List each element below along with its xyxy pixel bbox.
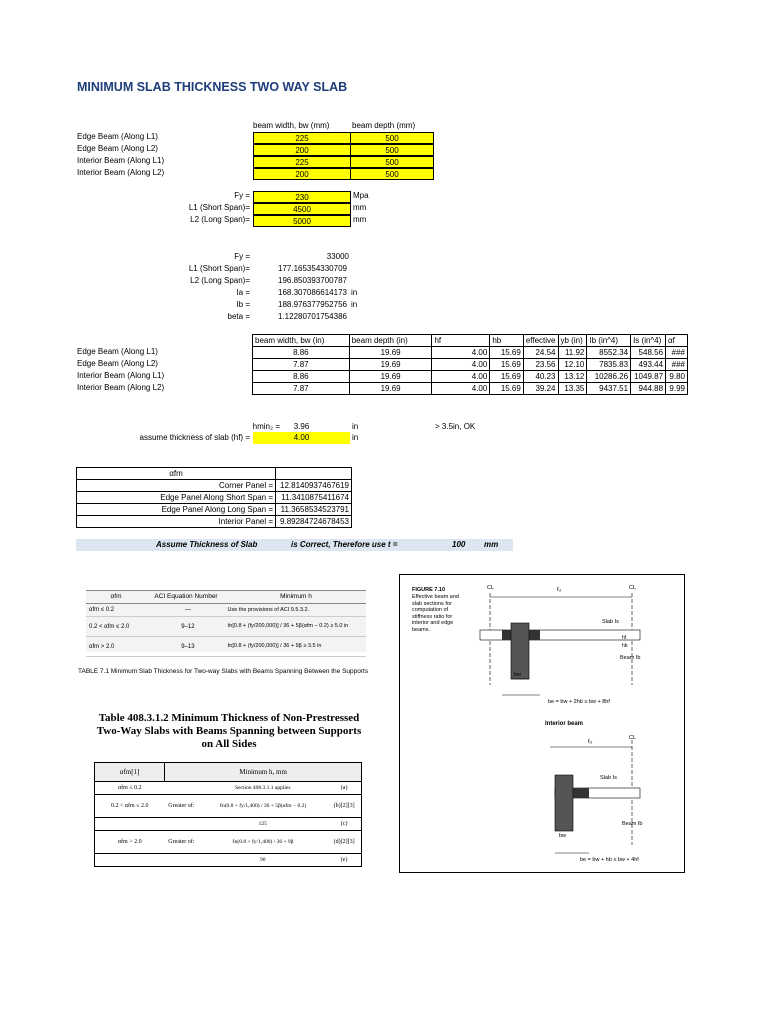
nscp-min: 90 [260, 856, 266, 863]
prop-input[interactable]: 230 [253, 191, 351, 203]
figure-7-10 [399, 574, 685, 873]
edge-beam-web [555, 775, 573, 831]
converted-value: 196.850393700787 [278, 276, 347, 285]
afm-header-row [77, 468, 352, 480]
calc-cell: 9437.51 [587, 383, 631, 395]
prop-label: L1 (Short Span)= [188, 203, 250, 212]
beam-width-input[interactable]: 225 [253, 156, 351, 168]
afm-row [77, 504, 352, 516]
nscp-ref: (d)[2][3] [333, 839, 355, 845]
beam-depth-input[interactable]: 500 [350, 132, 434, 144]
converted-label: L1 (Short Span)= [188, 264, 250, 273]
banner-value: 100 [452, 540, 466, 549]
aci-eq: — [184, 607, 191, 613]
bw-label-bottom: bw [559, 833, 567, 839]
converted-label: beta = [227, 312, 250, 321]
aci-row [86, 617, 366, 637]
calc-cell: 1049.87 [631, 371, 666, 383]
afm-value: 9.89284724678453 [276, 516, 352, 528]
converted-value: 168.307086614173 [278, 288, 347, 297]
nscp-ref: (c) [340, 821, 348, 827]
beam-depth-input[interactable]: 500 [350, 144, 434, 156]
nscp-header-min: Minimum h, mm [239, 768, 287, 776]
beam-label-bottom: Beam Ib [622, 821, 643, 827]
hmin-label: hmin₂ = [252, 422, 280, 431]
beam-label: Edge Beam (Along L2) [77, 144, 158, 153]
afm-table [76, 467, 352, 528]
calc-cell: 8.86 [253, 371, 350, 383]
afm-row [77, 516, 352, 528]
beam-label: Edge Beam (Along L1) [77, 132, 158, 141]
banner-text-b: is Correct, Therefore use t = [291, 540, 398, 549]
nscp-header-cond: αfm[1] [95, 763, 165, 781]
prop-unit: mm [353, 215, 367, 224]
beam-width-input[interactable]: 200 [253, 144, 351, 156]
calc-cell: 8552.34 [587, 347, 631, 359]
aci-caption: TABLE 7.1 Minimum Slab Thickness for Two-way Slabs with Beams Spanning Between the Supports [78, 668, 369, 675]
nscp-min: ℓn(0.8 + fy/1,400) / 36 + 5β(αfm − 0.2) [219, 802, 307, 809]
calc-cell: 7.87 [253, 383, 350, 395]
calc-row [253, 359, 688, 371]
beam-label: Interior Beam (Along L1) [77, 156, 165, 165]
prop-input[interactable]: 4500 [253, 203, 351, 215]
converted-unit: in [351, 288, 358, 297]
aci-table-image [76, 580, 386, 682]
aci-min: ℓn[0.8 + (fy/200,000)] / 36 + 9β ≥ 3.5 in [227, 643, 322, 649]
calc-cell: 19.69 [349, 359, 432, 371]
calc-cell: ### [666, 347, 688, 359]
calc-cell: 9.80 [666, 371, 688, 383]
nscp-min: Section 408.3.1.1 applies [235, 784, 291, 791]
nscp-table-image [92, 712, 366, 867]
hmin-value: 3.96 [293, 422, 310, 431]
nscp-cond: αfm ≤ 0.2 [117, 785, 142, 791]
page-title: MINIMUM SLAB THICKNESS TWO WAY SLAB [77, 80, 348, 94]
calc-header-cell: beam width, bw (in) [253, 335, 350, 347]
nscp-row [94, 831, 362, 854]
calc-header-cell: Is (in^4) [631, 335, 666, 347]
slab-label: Slab Is [602, 619, 619, 625]
calc-cell: 15.69 [490, 347, 524, 359]
hmin-note: > 3.5in, OK [435, 422, 476, 431]
afm-header: αfm [77, 468, 276, 480]
calc-row [253, 347, 688, 359]
beam-web [511, 623, 529, 679]
be-formula-1: be = bw + 2hb ≤ bw + 8hf [548, 699, 610, 705]
calc-cell: 4.00 [432, 371, 490, 383]
slab-label-bottom: Slab Is [600, 775, 617, 781]
calc-row-label: Edge Beam (Along L1) [77, 347, 158, 356]
calc-cell: 11.92 [558, 347, 587, 359]
calc-row-label: Interior Beam (Along L1) [77, 371, 165, 380]
cl-label-bottom: CL [629, 735, 637, 741]
depth-mm-header: beam depth (mm) [352, 121, 416, 130]
calc-cell: 493.44 [631, 359, 666, 371]
converted-label: Ib = [236, 300, 250, 309]
prop-label: L2 (Long Span)= [190, 215, 250, 224]
assume-label: assume thickness of slab (hf) = [139, 433, 250, 442]
calc-cell: 944.88 [631, 383, 666, 395]
aci-cond: αfm ≤ 0.2 [89, 607, 115, 613]
converted-unit: in [351, 300, 358, 309]
calc-cell: 12.10 [558, 359, 587, 371]
aci-cond: αfm > 2.0 [89, 643, 115, 650]
aci-header-cell: αfm [110, 593, 122, 600]
calc-cell: 13.35 [558, 383, 587, 395]
calc-cell: 19.69 [349, 371, 432, 383]
afm-value: 12.8140937467619 [276, 480, 352, 492]
calc-cell: 24.54 [523, 347, 558, 359]
calc-cell: 4.00 [432, 347, 490, 359]
calc-header-cell: beam depth (in) [349, 335, 432, 347]
nscp-greater: Greater of: [168, 838, 195, 845]
converted-label: Ia = [236, 288, 250, 297]
l2-label-bottom: ℓ₂ [588, 739, 593, 745]
beam-label: Interior Beam (Along L2) [77, 168, 165, 177]
aci-eq: 9–12 [181, 623, 195, 630]
converted-label: L2 (Long Span)= [190, 276, 250, 285]
aci-header-row [86, 590, 366, 604]
calc-cell: 7835.83 [587, 359, 631, 371]
converted-value: 177.165354330709 [278, 264, 347, 273]
calc-cell: 39.24 [523, 383, 558, 395]
afm-value: 11.3410875411674 [276, 492, 352, 504]
nscp-row [94, 818, 362, 831]
calc-cell: ### [666, 359, 688, 371]
result-banner [76, 539, 513, 551]
nscp-min: ℓn(0.8 + fy/1,400) / 36 + 9β [232, 838, 294, 845]
interior-beam-label: Interior beam [545, 721, 584, 727]
calc-cell: 9.99 [666, 383, 688, 395]
nscp-ref: (a) [340, 785, 348, 791]
calc-cell: 19.69 [349, 347, 432, 359]
figure-caption: Effective beam and slab sections for computation of stiffness ratio for interior and edge beams. [412, 594, 459, 633]
calc-row-label: Interior Beam (Along L2) [77, 383, 165, 392]
aci-min: Use the provisions of ACI 9.5.3.2. [227, 606, 310, 613]
banner-text-a: Assume Thickness of Slab [156, 540, 258, 549]
afm-label: Corner Panel = [77, 480, 276, 492]
calc-row-label: Edge Beam (Along L2) [77, 359, 158, 368]
aci-row [86, 637, 366, 657]
calc-header-cell: hf [432, 335, 490, 347]
nscp-greater: Greater of: [168, 802, 195, 809]
calc-cell: 15.69 [490, 383, 524, 395]
calc-cell: 10286.26 [587, 371, 631, 383]
beam-label: Beam Ib [620, 655, 641, 661]
nscp-ref: (e) [340, 857, 348, 863]
assume-unit: in [352, 433, 359, 442]
afm-header-blank [276, 468, 352, 480]
afm-label: Edge Panel Along Long Span = [77, 504, 276, 516]
calc-cell: 23.56 [523, 359, 558, 371]
converted-value: 1.12280701754386 [278, 312, 347, 321]
calc-header-cell: yb (in) [558, 335, 587, 347]
afm-value: 11.3658534523791 [276, 504, 352, 516]
calc-header-cell: αf [666, 335, 688, 347]
beam-width-input[interactable]: 225 [253, 132, 351, 144]
nscp-ref: (b)[2][3] [333, 803, 355, 809]
afm-row [77, 492, 352, 504]
calc-header-cell: effective [523, 335, 558, 347]
nscp-min: 125 [258, 820, 267, 827]
nscp-cond: 0.2 < αfm ≤ 2.0 [110, 803, 149, 809]
figure-caption-title: FIGURE 7.10 [412, 587, 446, 593]
aci-eq: 9–13 [181, 643, 195, 650]
calc-cell: 8.86 [253, 347, 350, 359]
cl-label-right: CL [629, 585, 637, 591]
nscp-title: Table 408.3.1.2 Minimum Thickness of Non-Prestressed Two-Way Slabs with Beams Spanning between Supports on All Sides [96, 712, 362, 750]
calc-cell: 4.00 [432, 383, 490, 395]
aci-header-cell: ACI Equation Number [154, 593, 218, 600]
nscp-header-row [94, 762, 362, 782]
prop-input[interactable]: 5000 [253, 215, 351, 227]
prop-unit: Mpa [353, 191, 369, 200]
afm-label: Interior Panel = [77, 516, 276, 528]
hmin-unit: in [352, 422, 359, 431]
aci-min: ℓn[0.8 + (fy/200,000)] / 36 + 5β(αfm − 0.2) ≥ 5.0 in [227, 623, 349, 629]
converted-label: Fy = [234, 252, 250, 261]
calc-cell: 19.69 [349, 383, 432, 395]
calc-cell: 40.23 [523, 371, 558, 383]
calc-row [253, 371, 688, 383]
beam-width-input[interactable]: 200 [253, 168, 351, 180]
be-formula-2: be = bw + hb ≤ bw + 4hf [580, 857, 639, 863]
nscp-cond: αfm > 2.0 [117, 839, 142, 845]
cl-label-left: CL [487, 585, 495, 591]
beam-calc-table [252, 334, 688, 395]
bw-mm-header: beam width, bw (mm) [253, 121, 330, 130]
beam-depth-input[interactable]: 500 [350, 156, 434, 168]
l2-label: ℓ₂ [557, 587, 562, 593]
calc-cell: 13.12 [558, 371, 587, 383]
calc-row [253, 383, 688, 395]
nscp-row [94, 854, 362, 867]
prop-unit: mm [353, 203, 367, 212]
calc-header-cell: Ib (in^4) [587, 335, 631, 347]
nscp-row [94, 782, 362, 795]
calc-cell: 548.56 [631, 347, 666, 359]
calc-header-cell: hb [490, 335, 524, 347]
converted-value: 188.976377952756 [278, 300, 347, 309]
hb-label: hb [622, 643, 628, 649]
figure-drawing [400, 575, 684, 872]
afm-label: Edge Panel Along Short Span = [77, 492, 276, 504]
nscp-row [94, 795, 362, 818]
aci-cond: 0.2 < αfm ≤ 2.0 [89, 623, 130, 630]
beam-depth-input[interactable]: 500 [350, 168, 434, 180]
bw-label: bw [514, 672, 522, 678]
hf-label: hf [622, 635, 627, 641]
assume-value[interactable]: 4.00 [253, 432, 350, 444]
calc-cell: 4.00 [432, 359, 490, 371]
calc-cell: 7.87 [253, 359, 350, 371]
afm-row [77, 480, 352, 492]
banner-unit: mm [484, 540, 499, 549]
aci-header-cell: Minimum h [280, 593, 312, 600]
calc-cell: 15.69 [490, 359, 524, 371]
aci-row [86, 604, 366, 617]
calc-header-row [253, 335, 688, 347]
calc-cell: 15.69 [490, 371, 524, 383]
prop-label: Fy = [234, 191, 250, 200]
converted-value: 33000 [326, 252, 349, 261]
